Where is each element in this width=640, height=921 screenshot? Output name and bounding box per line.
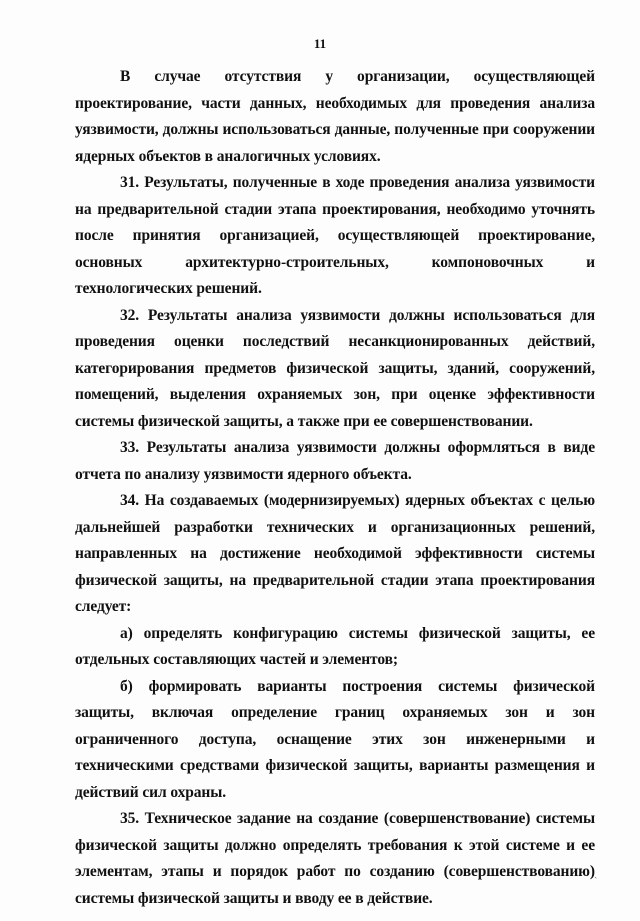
paragraph-32: 32. Результаты анализа уязвимости должны использоваться для проведения оценки последствий несанкционированных действий, категорирования предметов физической защиты, зданий, сооружений, помещений, выделения охраняемых зон, при оценке эффективности системы физической защиты, а также при ее совершенствовании. <box>75 306 595 430</box>
scan-mark: ˎ <box>594 868 598 879</box>
document-body <box>75 64 598 912</box>
paragraph-35: 35. Техническое задание на создание (совершенствование) системы физической защиты должно определять требования к этой системе и ее элементам, этапы и порядок работ по созданию (совершенствованию) системы физической защиты и вводу ее в действие. <box>75 810 595 907</box>
paragraph-34-a: а) определять конфигурацию системы физической защиты, ее отдельных составляющих частей и элементов; <box>75 624 595 668</box>
paragraph-intro: В случае отсутствия у организации, осуществляющей проектирование, части данных, необходимых для проведения анализа уязвимости, должны использоваться данные, полученные при сооружении ядерных объектов в аналогичных условиях. <box>75 68 595 165</box>
paragraph-34: 34. На создаваемых (модернизируемых) ядерных объектах с целью дальнейшей разработки технических и организационных решений, направленных на достижение необходимой эффективности системы физической защиты, на предварительной стадии этапа проектирования следует: <box>75 492 595 615</box>
paragraph-31: 31. Результаты, полученные в ходе проведения анализа уязвимости на предварительной стадии этапа проектирования, необходимо уточнять после принятия организацией, осуществляющей проектирование, основных архитектурно-строительных, компоновочных и технологических решений. <box>75 174 595 297</box>
page-number: 11 <box>313 36 327 51</box>
paragraph-33: 33. Результаты анализа уязвимости должны оформляться в виде отчета по анализу уязвимости ядерного объекта. <box>75 439 595 483</box>
paragraph-34-b: б) формировать варианты построения системы физической защиты, включая определение границ охраняемых зон и зон ограниченного доступа, оснащение этих зон инженерными и техническими средствами физической защиты, варианты размещения и действий сил охраны. <box>75 677 595 801</box>
